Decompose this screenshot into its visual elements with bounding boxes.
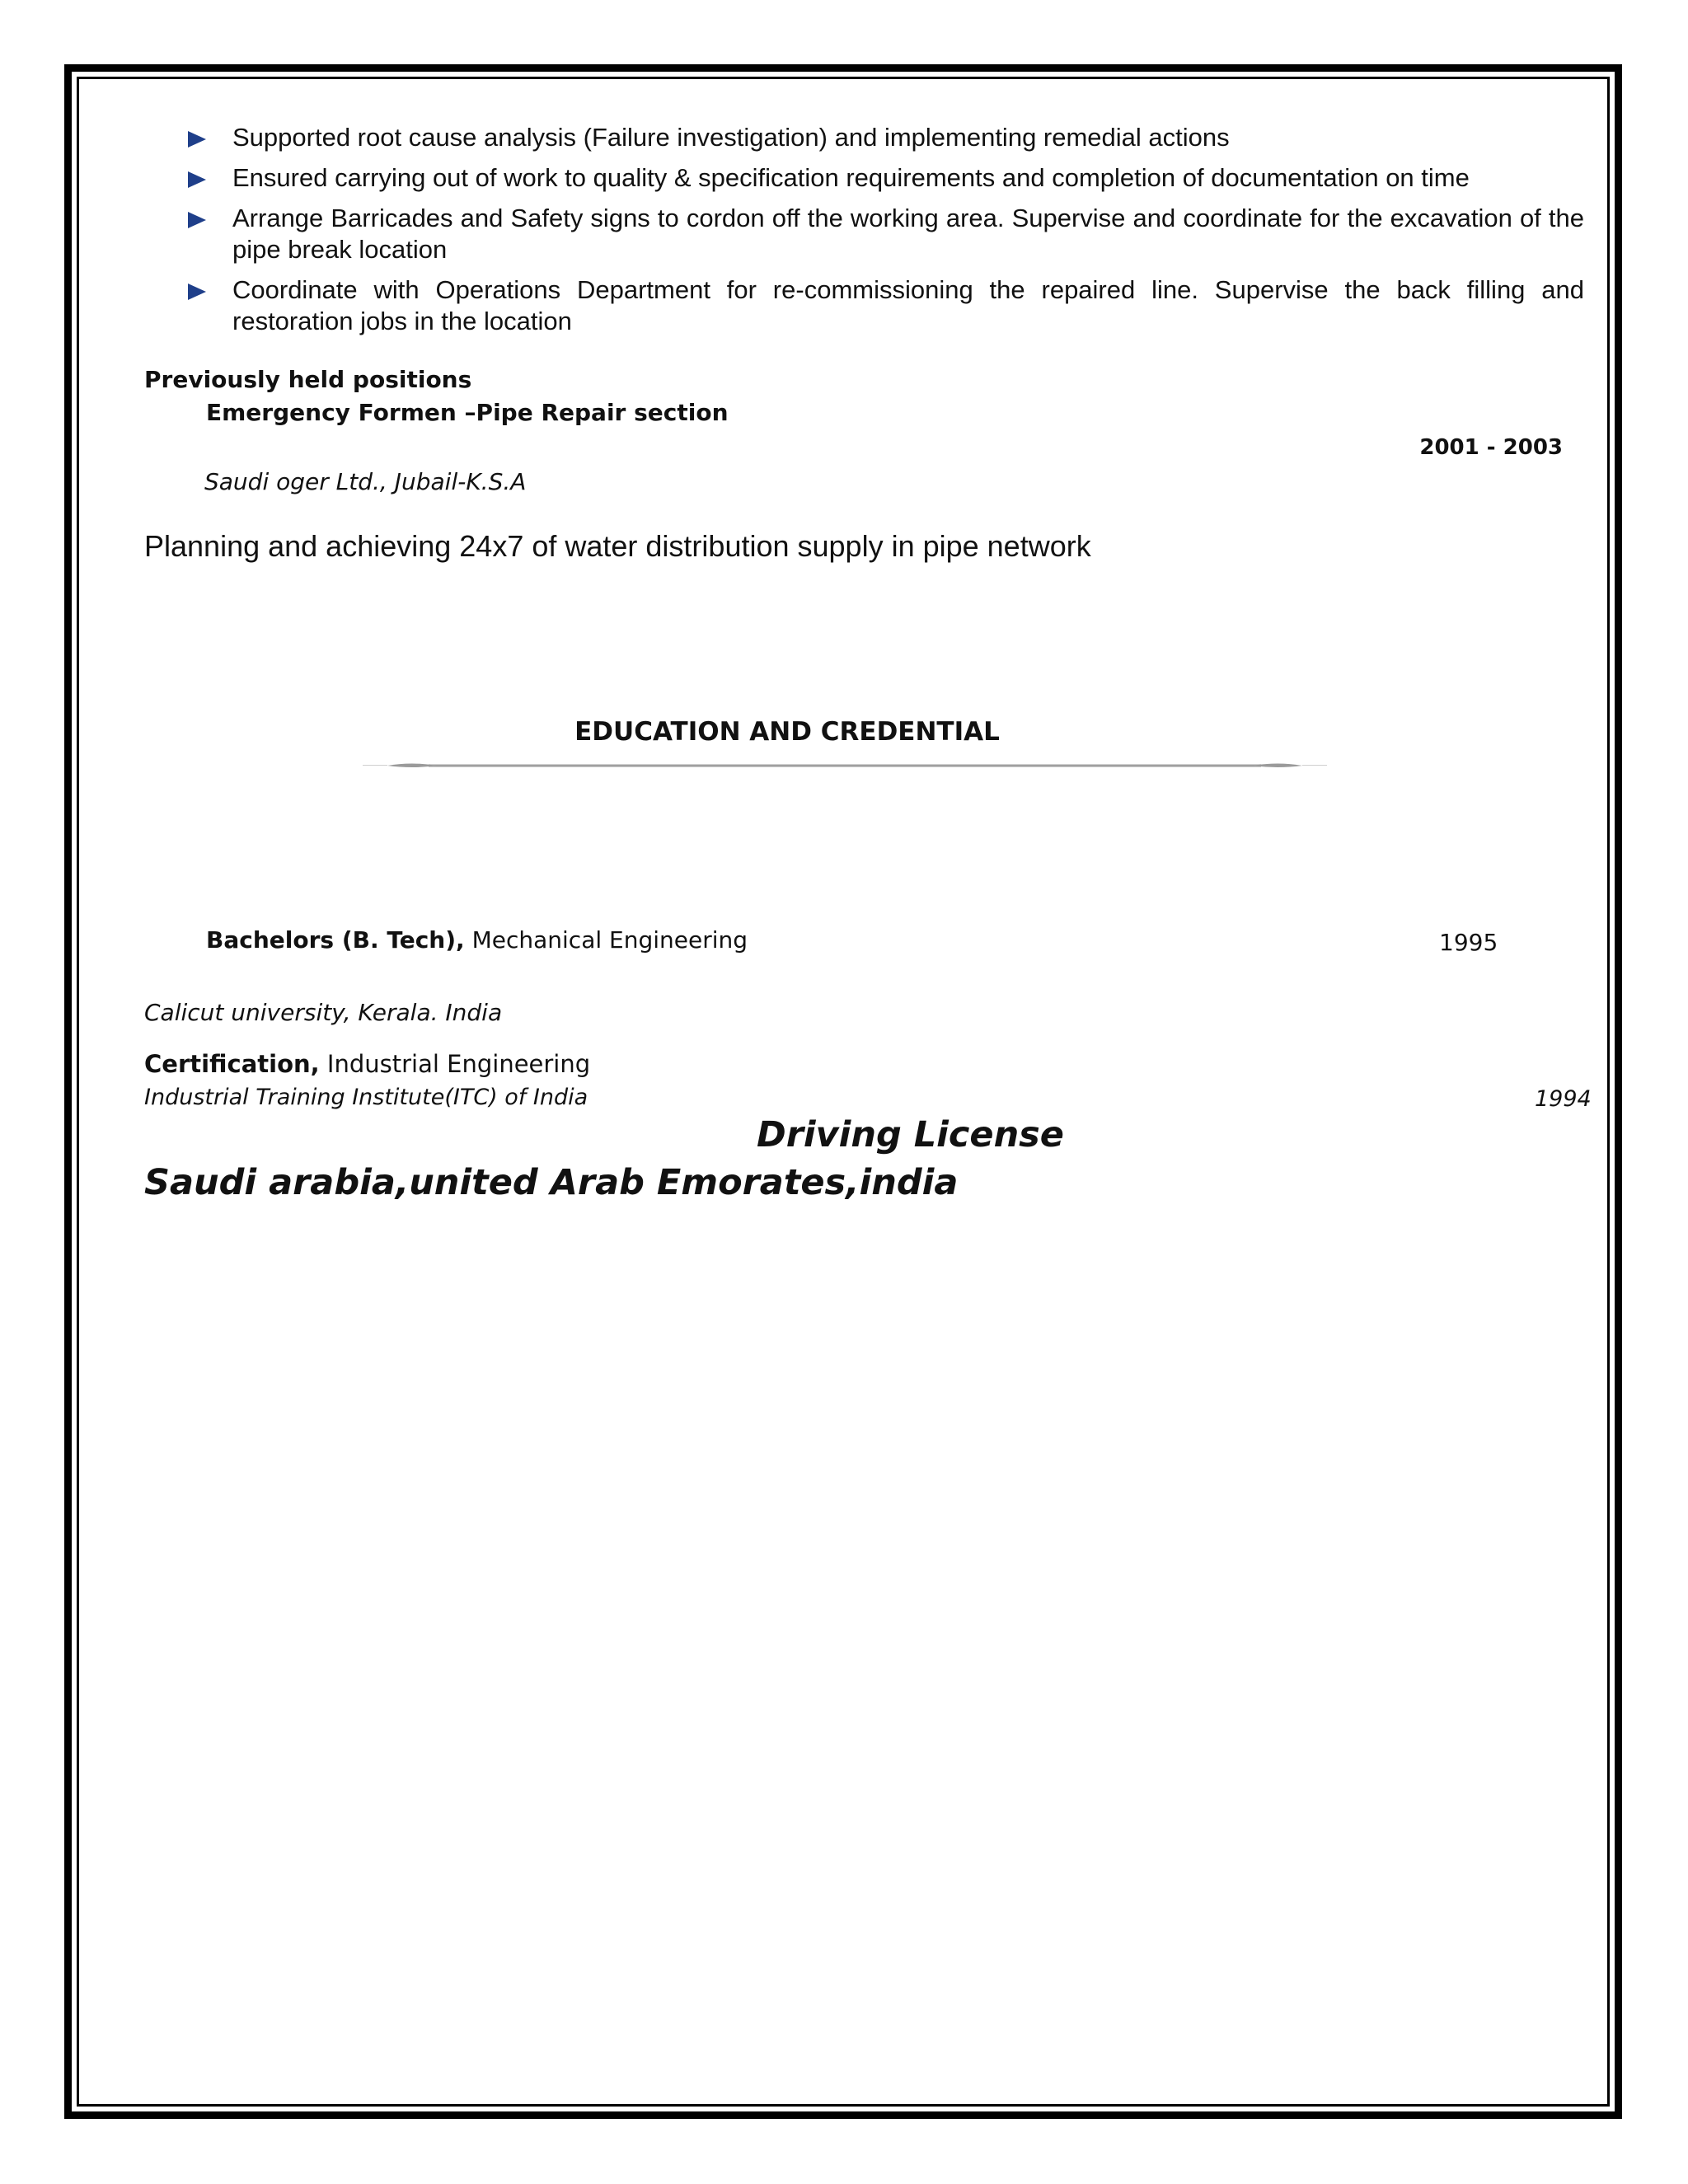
driving-license-countries: Saudi arabia,united Arab Emorates,india: [144, 1162, 959, 1203]
responsibility-list: [188, 122, 1584, 346]
previous-positions-heading: Previously held positions: [144, 366, 472, 393]
list-item: [188, 122, 1584, 153]
certification-line: [144, 1050, 590, 1078]
list-item-text: Coordinate with Operations Department for re-commissioning the repaired line. Supervise the back filling and restoration jobs in the location: [232, 275, 1584, 335]
triangle-bullet-icon: [188, 212, 206, 228]
degree-name: Bachelors (B. Tech),: [206, 926, 465, 954]
education-heading: EDUCATION AND CREDENTIAL: [574, 717, 1000, 747]
certification-year: 1994: [1535, 1086, 1592, 1112]
previous-company: Saudi oger Ltd., Jubail-K.S.A: [204, 468, 527, 495]
previous-position-dates: 2001 - 2003: [1419, 435, 1563, 460]
certification-field: Industrial Engineering: [319, 1050, 591, 1078]
triangle-bullet-icon: [188, 284, 206, 300]
degree-field: Mechanical Engineering: [464, 926, 748, 954]
driving-license-title: Driving License: [757, 1114, 1064, 1155]
triangle-bullet-icon: [188, 131, 206, 148]
degree-line: [206, 926, 748, 954]
triangle-bullet-icon: [188, 171, 206, 188]
list-item-text: Ensured carrying out of work to quality & specification requirements and completion of documentation on time: [232, 163, 1470, 192]
university: Calicut university, Kerala. India: [144, 999, 503, 1026]
list-item-text: Supported root cause analysis (Failure investigation) and implementing remedial actions: [232, 123, 1230, 152]
certification-institute: Industrial Training Institute(ITC) of India: [144, 1085, 588, 1110]
list-item: [188, 162, 1584, 194]
previous-position-title: Emergency Formen –Pipe Repair section: [206, 399, 729, 426]
section-divider: [363, 760, 1327, 771]
certification-label: Certification,: [144, 1050, 320, 1078]
list-item: [188, 274, 1584, 337]
list-item: [188, 203, 1584, 265]
list-item-text: Arrange Barricades and Safety signs to cordon off the working area. Supervise and coordinate for the excavation of the pipe break location: [232, 204, 1584, 264]
degree-year: 1995: [1439, 929, 1498, 956]
previous-summary: Planning and achieving 24x7 of water distribution supply in pipe network: [144, 529, 1091, 563]
